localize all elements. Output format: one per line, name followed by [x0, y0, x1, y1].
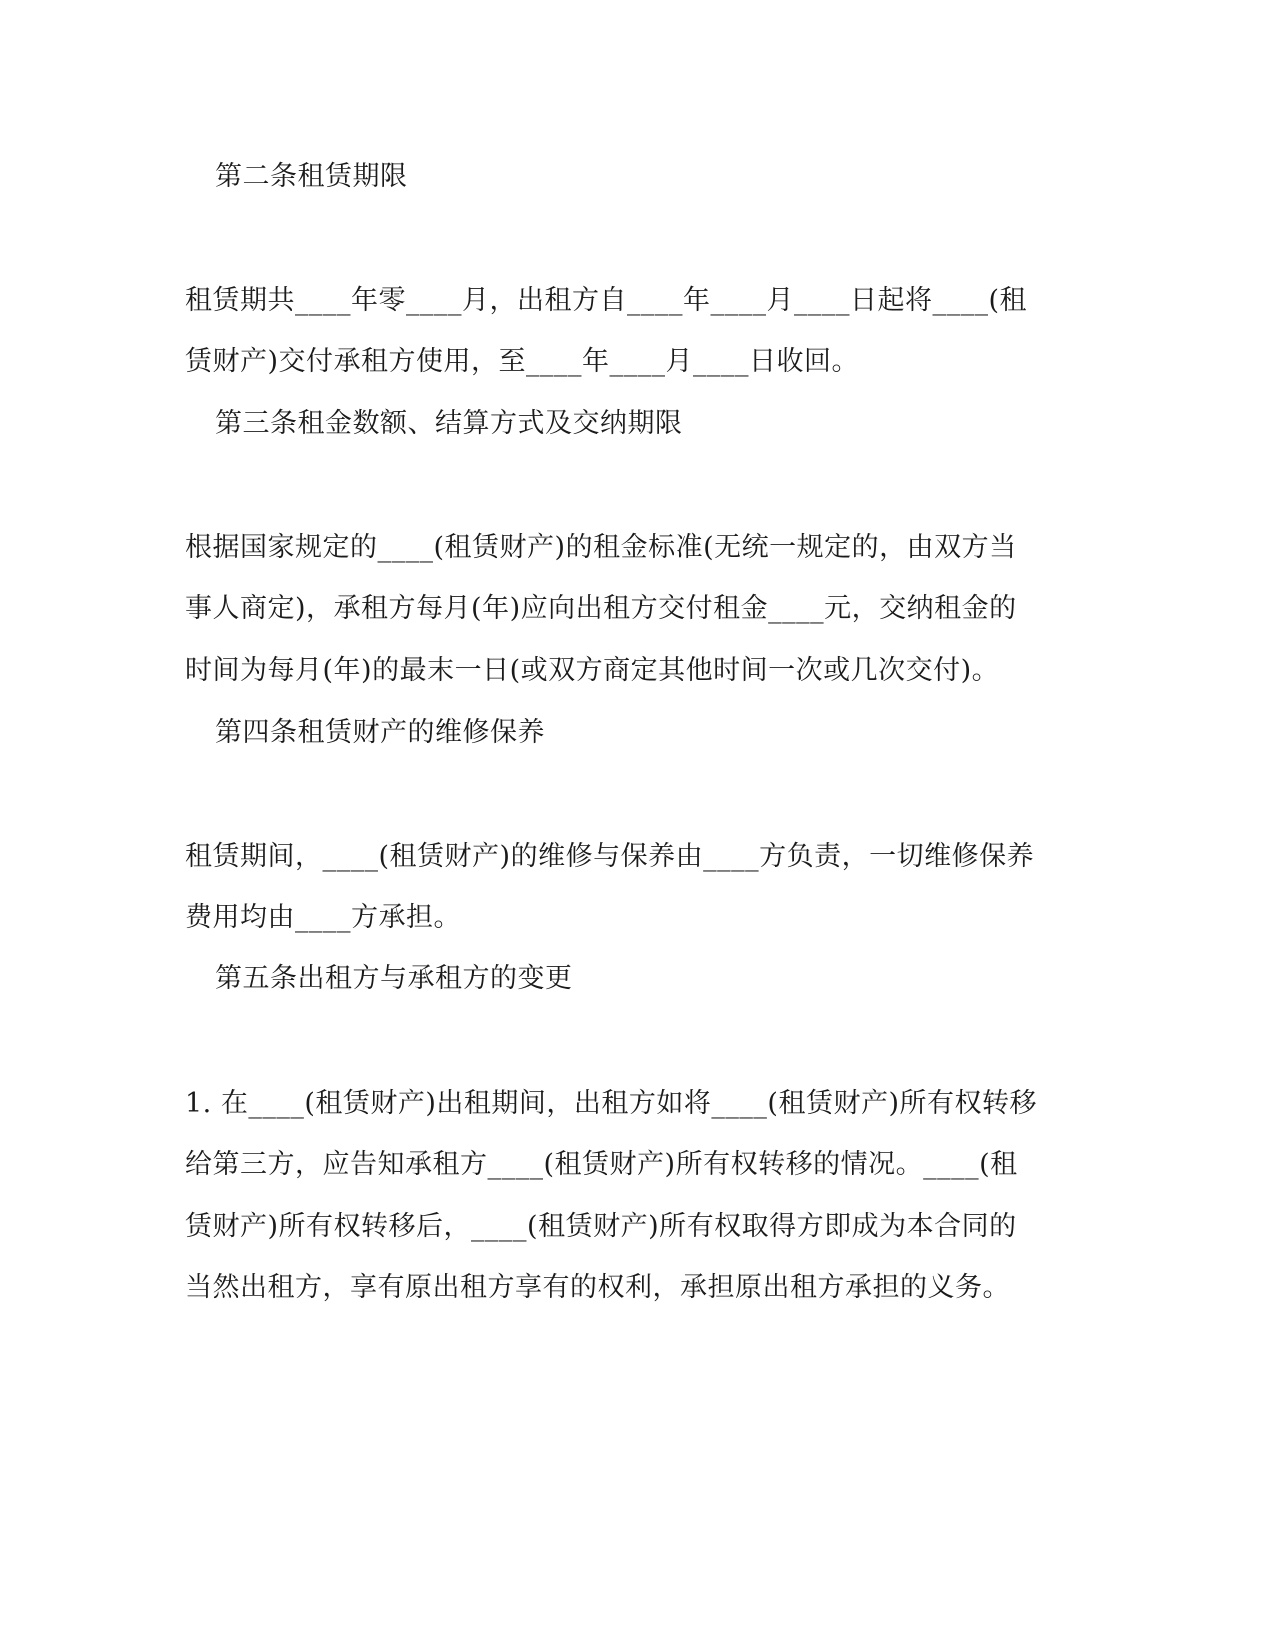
paragraph-line: 租赁期共____年零____月，出租方自____年____月____日起将____(租 [185, 285, 1028, 316]
paragraph-line: 租赁期间，____(租赁财产)的维修与保养由____方负责，一切维修保养 [185, 841, 1035, 872]
paragraph-line: 费用均由____方承担。 [185, 902, 461, 933]
section-heading-article-5: 第五条出租方与承租方的变更 [215, 963, 573, 994]
section-heading-article-4: 第四条租赁财产的维修保养 [215, 717, 545, 748]
paragraph-line: 1. 在____(租赁财产)出租期间，出租方如将____(租赁财产)所有权转移 [185, 1088, 1037, 1119]
paragraph-line: 事人商定)，承租方每月(年)应向出租方交付租金____元，交纳租金的 [185, 593, 1017, 624]
section-heading-article-3: 第三条租金数额、结算方式及交纳期限 [215, 408, 683, 439]
section-heading-article-2: 第二条租赁期限 [215, 161, 408, 192]
paragraph-line: 赁财产)所有权转移后，____(租赁财产)所有权取得方即成为本合同的 [185, 1211, 1017, 1242]
paragraph-line: 当然出租方，享有原出租方享有的权利，承担原出租方承担的义务。 [185, 1272, 1010, 1303]
paragraph-line: 赁财产)交付承租方使用，至____年____月____日收回。 [185, 346, 860, 377]
paragraph-line: 时间为每月(年)的最末一日(或双方商定其他时间一次或几次交付)。 [185, 655, 1000, 686]
paragraph-line: 根据国家规定的____(租赁财产)的租金标准(无统一规定的，由双方当 [185, 532, 1017, 563]
paragraph-line: 给第三方，应告知承租方____(租赁财产)所有权转移的情况。____(租 [185, 1149, 1018, 1180]
